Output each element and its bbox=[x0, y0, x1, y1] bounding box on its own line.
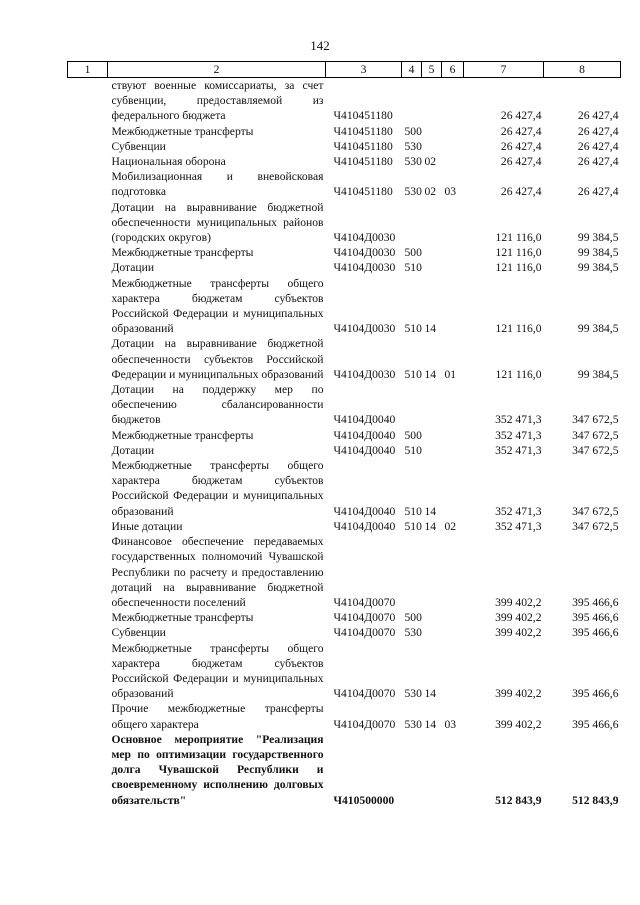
row-code: Ч4104Д0030 bbox=[333, 322, 396, 336]
row-expense-type: 510 bbox=[404, 261, 422, 275]
table-row bbox=[68, 428, 621, 443]
row-amount-year-2: 395 466,6 bbox=[572, 611, 619, 625]
row-expense-type bbox=[402, 534, 422, 610]
row-code: Ч4104Д0070 bbox=[333, 626, 396, 640]
row-subsection bbox=[442, 732, 464, 808]
table-row bbox=[68, 534, 621, 610]
row-name: Межбюджетные трансферты bbox=[111, 124, 254, 138]
row-expense-type: 510 bbox=[404, 519, 422, 533]
budget-table bbox=[67, 61, 621, 808]
row-code: Ч4104Д0070 bbox=[333, 611, 396, 625]
row-amount-year-2: 347 672,5 bbox=[572, 428, 619, 442]
row-subsection bbox=[442, 200, 464, 246]
header-col-4: 4 bbox=[402, 62, 422, 78]
row-section bbox=[422, 382, 442, 428]
row-code: Ч4104Д0040 bbox=[333, 443, 396, 457]
row-section bbox=[422, 260, 442, 275]
row-name: Дотации на поддержку мер по обеспечению сбалансированности бюджетов bbox=[111, 383, 324, 427]
row-number-cell bbox=[68, 200, 108, 246]
row-code: Ч4104Д0040 bbox=[333, 413, 396, 427]
row-number-cell bbox=[68, 260, 108, 275]
row-code: Ч410451180 bbox=[333, 124, 393, 138]
row-code: Ч4104Д0070 bbox=[333, 687, 396, 701]
row-subsection bbox=[442, 534, 464, 610]
row-amount-year-1: 26 427,4 bbox=[500, 124, 542, 138]
row-section bbox=[422, 428, 442, 443]
row-subsection bbox=[442, 260, 464, 275]
row-amount-year-2: 347 672,5 bbox=[572, 519, 619, 533]
row-subsection bbox=[442, 625, 464, 640]
row-code: Ч4104Д0030 bbox=[333, 261, 396, 275]
row-section bbox=[422, 610, 442, 625]
row-amount-year-2: 26 427,4 bbox=[577, 109, 619, 123]
row-section bbox=[422, 625, 442, 640]
row-subsection: 01 bbox=[444, 367, 457, 381]
row-amount-year-2: 512 843,9 bbox=[572, 793, 619, 807]
row-expense-type: 530 bbox=[404, 155, 422, 169]
table-row bbox=[68, 458, 621, 519]
row-name: Субвенции bbox=[111, 139, 166, 153]
row-subsection bbox=[442, 428, 464, 443]
row-name: Межбюджетные трансферты bbox=[111, 611, 254, 625]
row-number-cell bbox=[68, 701, 108, 731]
row-section bbox=[422, 139, 442, 154]
row-subsection: 02 bbox=[444, 519, 457, 533]
row-name: Дотации bbox=[111, 443, 155, 457]
row-expense-type bbox=[402, 200, 422, 246]
row-number-cell bbox=[68, 169, 108, 199]
row-expense-type bbox=[402, 382, 422, 428]
row-amount-year-1: 399 402,2 bbox=[495, 687, 542, 701]
row-number-cell bbox=[68, 245, 108, 260]
row-code: Ч4104Д0030 bbox=[333, 367, 396, 381]
row-expense-type: 530 bbox=[404, 717, 422, 731]
row-amount-year-2: 347 672,5 bbox=[572, 504, 619, 518]
header-col-6: 6 bbox=[442, 62, 464, 78]
row-name: Национальная оборона bbox=[111, 155, 226, 169]
row-expense-type: 530 bbox=[404, 185, 422, 199]
row-section bbox=[422, 534, 442, 610]
row-section bbox=[422, 443, 442, 458]
row-name: Межбюджетные трансферты общего характера бюджетам субъектов Российской Федерации и муниципальных образований bbox=[111, 459, 324, 518]
header-col-8: 8 bbox=[544, 62, 621, 78]
row-name: Основное мероприятие "Реализация мер по оптимизации государственного долга Чувашской Республики и своевременному исполнению долговых обязательств" bbox=[111, 732, 324, 807]
row-name: Межбюджетные трансферты bbox=[111, 246, 254, 260]
page-number: 142 bbox=[310, 38, 330, 53]
row-subsection bbox=[442, 443, 464, 458]
row-subsection bbox=[442, 139, 464, 154]
row-name: Дотации bbox=[111, 261, 155, 275]
table-row bbox=[68, 382, 621, 428]
row-code: Ч410500000 bbox=[333, 793, 395, 807]
table-row bbox=[68, 625, 621, 640]
row-amount-year-2: 395 466,6 bbox=[572, 687, 619, 701]
row-expense-type: 500 bbox=[404, 428, 422, 442]
row-number-cell bbox=[68, 124, 108, 139]
row-number-cell bbox=[68, 276, 108, 337]
row-subsection: 03 bbox=[444, 185, 457, 199]
row-subsection bbox=[442, 641, 464, 702]
row-section: 02 bbox=[424, 155, 437, 169]
row-subsection bbox=[442, 124, 464, 139]
row-code: Ч4104Д0070 bbox=[333, 717, 396, 731]
table-row bbox=[68, 245, 621, 260]
row-expense-type: 500 bbox=[404, 611, 422, 625]
header-col-3: 3 bbox=[326, 62, 402, 78]
row-number-cell bbox=[68, 336, 108, 382]
row-expense-type: 510 bbox=[404, 367, 422, 381]
row-amount-year-1: 399 402,2 bbox=[495, 626, 542, 640]
row-section: 14 bbox=[424, 504, 437, 518]
row-expense-type: 500 bbox=[404, 246, 422, 260]
row-amount-year-1: 512 843,9 bbox=[495, 793, 542, 807]
row-section bbox=[422, 124, 442, 139]
table-row bbox=[68, 336, 621, 382]
row-subsection bbox=[442, 245, 464, 260]
row-code: Ч4104Д0040 bbox=[333, 519, 396, 533]
row-amount-year-1: 399 402,2 bbox=[495, 611, 542, 625]
row-amount-year-2: 26 427,4 bbox=[577, 155, 619, 169]
row-amount-year-2: 99 384,5 bbox=[577, 246, 619, 260]
row-section bbox=[422, 732, 442, 808]
row-number-cell bbox=[68, 732, 108, 808]
table-row bbox=[68, 443, 621, 458]
table-header bbox=[68, 62, 621, 78]
row-number-cell bbox=[68, 154, 108, 169]
row-amount-year-1: 352 471,3 bbox=[495, 504, 542, 518]
table-row bbox=[68, 519, 621, 534]
row-name: Межбюджетные трансферты общего характера бюджетам субъектов Российской Федерации и муниципальных образований bbox=[111, 641, 324, 701]
row-expense-type: 530 bbox=[404, 626, 422, 640]
row-amount-year-2: 347 672,5 bbox=[572, 443, 619, 457]
row-section bbox=[422, 200, 442, 246]
row-amount-year-1: 352 471,3 bbox=[495, 428, 542, 442]
row-number-cell bbox=[68, 519, 108, 534]
row-amount-year-2: 395 466,6 bbox=[572, 626, 619, 640]
row-amount-year-1: 26 427,4 bbox=[500, 155, 542, 169]
header-col-1: 1 bbox=[68, 62, 108, 78]
row-name: Дотации на выравнивание бюджетной обеспеченности субъектов Российской Федерации и муниципальных образований bbox=[111, 337, 324, 381]
row-code: Ч410451180 bbox=[333, 185, 393, 199]
table-row bbox=[68, 260, 621, 275]
row-section bbox=[422, 245, 442, 260]
table-row bbox=[68, 139, 621, 154]
row-expense-type: 510 bbox=[404, 322, 422, 336]
row-section: 14 bbox=[424, 367, 437, 381]
row-amount-year-1: 121 116,0 bbox=[495, 231, 542, 245]
row-amount-year-1: 26 427,4 bbox=[500, 109, 542, 123]
row-amount-year-1: 352 471,3 bbox=[495, 519, 542, 533]
row-section: 02 bbox=[424, 185, 437, 199]
table-row bbox=[68, 610, 621, 625]
row-number-cell bbox=[68, 534, 108, 610]
row-name: ствуют военные комиссариаты, за счет субвенции, предоставляемой из федерального бюджета bbox=[111, 79, 324, 123]
row-number-cell bbox=[68, 139, 108, 154]
row-name: Субвенции bbox=[111, 626, 166, 640]
row-number-cell bbox=[68, 610, 108, 625]
row-expense-type bbox=[402, 78, 422, 124]
row-amount-year-2: 26 427,4 bbox=[577, 185, 619, 199]
row-code: Ч4104Д0040 bbox=[333, 428, 396, 442]
row-subsection bbox=[442, 154, 464, 169]
row-code: Ч410451180 bbox=[333, 155, 393, 169]
row-amount-year-2: 99 384,5 bbox=[577, 261, 619, 275]
row-number-cell bbox=[68, 443, 108, 458]
header-col-5: 5 bbox=[422, 62, 442, 78]
row-number-cell bbox=[68, 428, 108, 443]
row-expense-type: 530 bbox=[404, 139, 422, 153]
table-row bbox=[68, 169, 621, 199]
row-amount-year-2: 99 384,5 bbox=[577, 322, 619, 336]
row-amount-year-1: 399 402,2 bbox=[495, 595, 542, 609]
row-amount-year-1: 121 116,0 bbox=[495, 246, 542, 260]
row-expense-type: 530 bbox=[404, 687, 422, 701]
table-row bbox=[68, 732, 621, 808]
row-amount-year-1: 121 116,0 bbox=[495, 322, 542, 336]
row-subsection bbox=[442, 78, 464, 124]
row-name: Финансовое обеспечение передаваемых государственных полномочий Чувашской Республики по расчету и предоставлению дотаций на выравнивание бюджетной обеспеченности поселений bbox=[111, 535, 324, 609]
row-subsection bbox=[442, 382, 464, 428]
row-code: Ч4104Д0030 bbox=[333, 231, 396, 245]
row-code: Ч410451180 bbox=[333, 109, 393, 123]
row-code: Ч4104Д0070 bbox=[333, 595, 396, 609]
table-row bbox=[68, 200, 621, 246]
header-col-7: 7 bbox=[464, 62, 544, 78]
row-section: 14 bbox=[424, 519, 437, 533]
row-amount-year-2: 26 427,4 bbox=[577, 139, 619, 153]
row-code: Ч4104Д0040 bbox=[333, 504, 396, 518]
row-name: Межбюджетные трансферты общего характера бюджетам субъектов Российской Федерации и муниципальных образований bbox=[111, 276, 324, 336]
row-amount-year-2: 347 672,5 bbox=[572, 413, 619, 427]
row-name: Прочие межбюджетные трансферты общего характера bbox=[111, 702, 324, 731]
row-subsection bbox=[442, 276, 464, 337]
row-amount-year-2: 99 384,5 bbox=[577, 367, 619, 381]
row-number-cell bbox=[68, 458, 108, 519]
row-amount-year-2: 395 466,6 bbox=[572, 595, 619, 609]
row-number-cell bbox=[68, 78, 108, 124]
row-amount-year-1: 352 471,3 bbox=[495, 443, 542, 457]
row-subsection: 03 bbox=[444, 717, 457, 731]
row-expense-type: 510 bbox=[404, 504, 422, 518]
row-number-cell bbox=[68, 625, 108, 640]
table-row bbox=[68, 276, 621, 337]
row-amount-year-2: 99 384,5 bbox=[577, 231, 619, 245]
row-section: 14 bbox=[424, 322, 437, 336]
row-code: Ч410451180 bbox=[333, 139, 393, 153]
row-expense-type bbox=[402, 732, 422, 808]
row-section: 14 bbox=[424, 687, 437, 701]
table-row bbox=[68, 154, 621, 169]
row-code: Ч4104Д0030 bbox=[333, 246, 396, 260]
row-section bbox=[422, 78, 442, 124]
table-body bbox=[68, 78, 621, 808]
row-number-cell bbox=[68, 382, 108, 428]
row-name: Иные дотации bbox=[111, 519, 183, 533]
row-amount-year-1: 121 116,0 bbox=[495, 367, 542, 381]
row-name: Дотации на выравнивание бюджетной обеспеченности муниципальных районов (городских округов) bbox=[111, 200, 324, 245]
row-amount-year-2: 395 466,6 bbox=[572, 717, 619, 731]
row-subsection bbox=[442, 610, 464, 625]
table-row bbox=[68, 124, 621, 139]
row-amount-year-1: 26 427,4 bbox=[500, 139, 542, 153]
row-name: Мобилизационная и вневойсковая подготовка bbox=[111, 170, 324, 199]
row-expense-type: 500 bbox=[404, 124, 422, 138]
row-amount-year-1: 26 427,4 bbox=[500, 185, 542, 199]
header-col-2: 2 bbox=[108, 62, 326, 78]
table-row bbox=[68, 701, 621, 731]
row-subsection bbox=[442, 458, 464, 519]
row-name: Межбюджетные трансферты bbox=[111, 428, 254, 442]
row-amount-year-1: 399 402,2 bbox=[495, 717, 542, 731]
row-amount-year-2: 26 427,4 bbox=[577, 124, 619, 138]
table-row bbox=[68, 641, 621, 702]
table-row bbox=[68, 78, 621, 124]
row-section: 14 bbox=[424, 717, 437, 731]
row-amount-year-1: 352 471,3 bbox=[495, 413, 542, 427]
row-amount-year-1: 121 116,0 bbox=[495, 261, 542, 275]
row-expense-type: 510 bbox=[404, 443, 422, 457]
row-number-cell bbox=[68, 641, 108, 702]
